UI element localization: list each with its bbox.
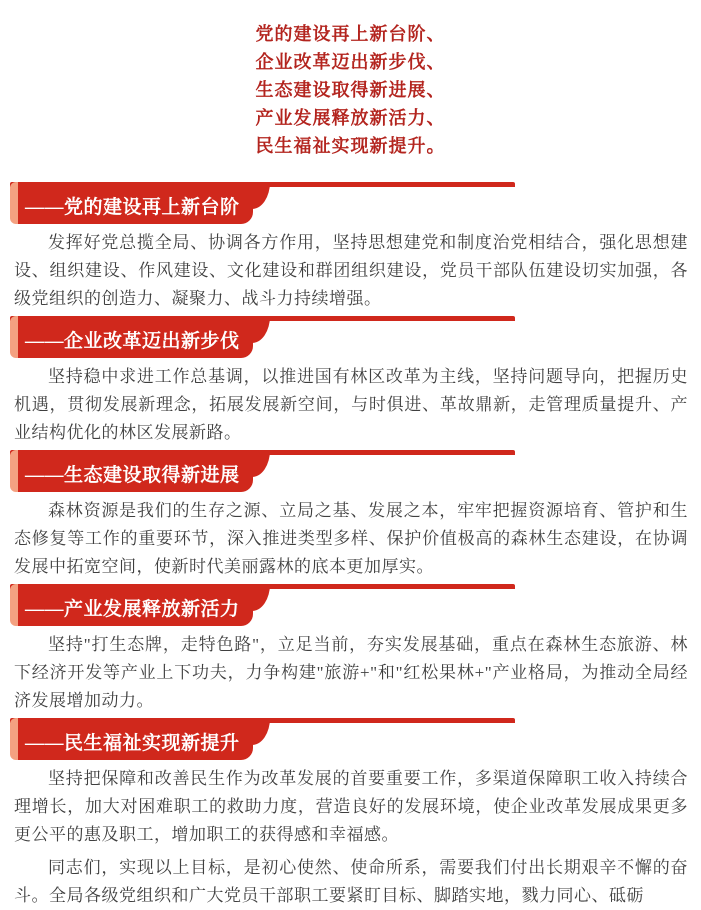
banner-curve (252, 316, 270, 343)
section-paragraph: 同志们，实现以上目标，是初心使然、使命所系，需要我们付出长期艰辛不懈的奋斗。全局各级党组织和广大党员干部职工要紧盯目标、脚踏实地，戮力同心、砥砺 (14, 858, 688, 905)
section-title: ——生态建设取得新进展 (18, 450, 253, 492)
banner-curve (252, 584, 270, 611)
banner-tab (10, 450, 270, 492)
banner-left-accent (10, 316, 18, 358)
intro-line: 民生福祉实现新提升。 (255, 136, 446, 156)
section-banner (10, 316, 701, 358)
banner-left-accent (10, 584, 18, 626)
section-banner (10, 584, 701, 626)
section-paragraph: 坚持把保障和改善民生作为改革发展的首要重要工作，多渠道保障职工收入持续合理增长，加大对困难职工的救助力度，营造良好的发展环境，使企业改革发展成果更多更公平的惠及职工，增加职工的获得感和幸福感。 (14, 769, 688, 844)
section-paragraph: 发挥好党总揽全局、协调各方作用，坚持思想建党和制度治党相结合，强化思想建设、组织建设、作风建设、文化建设和群团组织建设，党员干部队伍建设切实加强，各级党组织的创造力、凝聚力、战斗力持续增强。 (14, 233, 688, 308)
section-title: ——党的建设再上新台阶 (18, 182, 253, 224)
section-paragraph: 坚持"打生态牌，走特色路"，立足当前，夯实发展基础，重点在森林生态旅游、林下经济开发等产业上下功夫，力争构建"旅游+"和"红松果林+"产业格局，为推动全局经济发展增加动力。 (14, 635, 688, 710)
banner-curve (252, 182, 270, 209)
section-enterprise-reform (0, 316, 701, 447)
section-title: ——企业改革迈出新步伐 (18, 316, 253, 358)
intro-line: 党的建设再上新台阶、 (255, 24, 446, 44)
banner-tab (10, 316, 270, 358)
section-banner (10, 718, 701, 760)
intro-line: 产业发展释放新活力、 (255, 108, 446, 128)
banner-left-accent (10, 182, 18, 224)
banner-left-accent (10, 450, 18, 492)
section-paragraph: 坚持稳中求进工作总基调，以推进国有林区改革为主线，坚持问题导向，把握历史机遇，贯彻发展新理念，拓展发展新空间，与时俱进、革故鼎新，走管理质量提升、产业结构优化的林区发展新路。 (14, 367, 688, 442)
banner-curve (252, 718, 270, 745)
intro-headline-block (0, 0, 701, 160)
intro-line: 生态建设取得新进展、 (255, 80, 446, 100)
section-banner (10, 450, 701, 492)
intro-line: 企业改革迈出新步伐、 (255, 52, 446, 72)
banner-curve (252, 450, 270, 477)
banner-left-accent (10, 718, 18, 760)
banner-tab (10, 584, 270, 626)
section-industry (0, 584, 701, 715)
section-paragraph: 森林资源是我们的生存之源、立局之基、发展之本，牢牢把握资源培育、管护和生态修复等工作的重要环节，深入推进类型多样、保护价值极高的森林生态建设，在协调发展中拓宽空间，使新时代美丽露林的底本更加厚实。 (14, 501, 688, 576)
section-title: ——产业发展释放新活力 (18, 584, 253, 626)
section-title: ——民生福祉实现新提升 (18, 718, 253, 760)
section-party-building (0, 182, 701, 313)
section-banner (10, 182, 701, 224)
section-ecology (0, 450, 701, 581)
banner-tab (10, 718, 270, 760)
section-livelihood (0, 718, 701, 910)
banner-tab (10, 182, 270, 224)
